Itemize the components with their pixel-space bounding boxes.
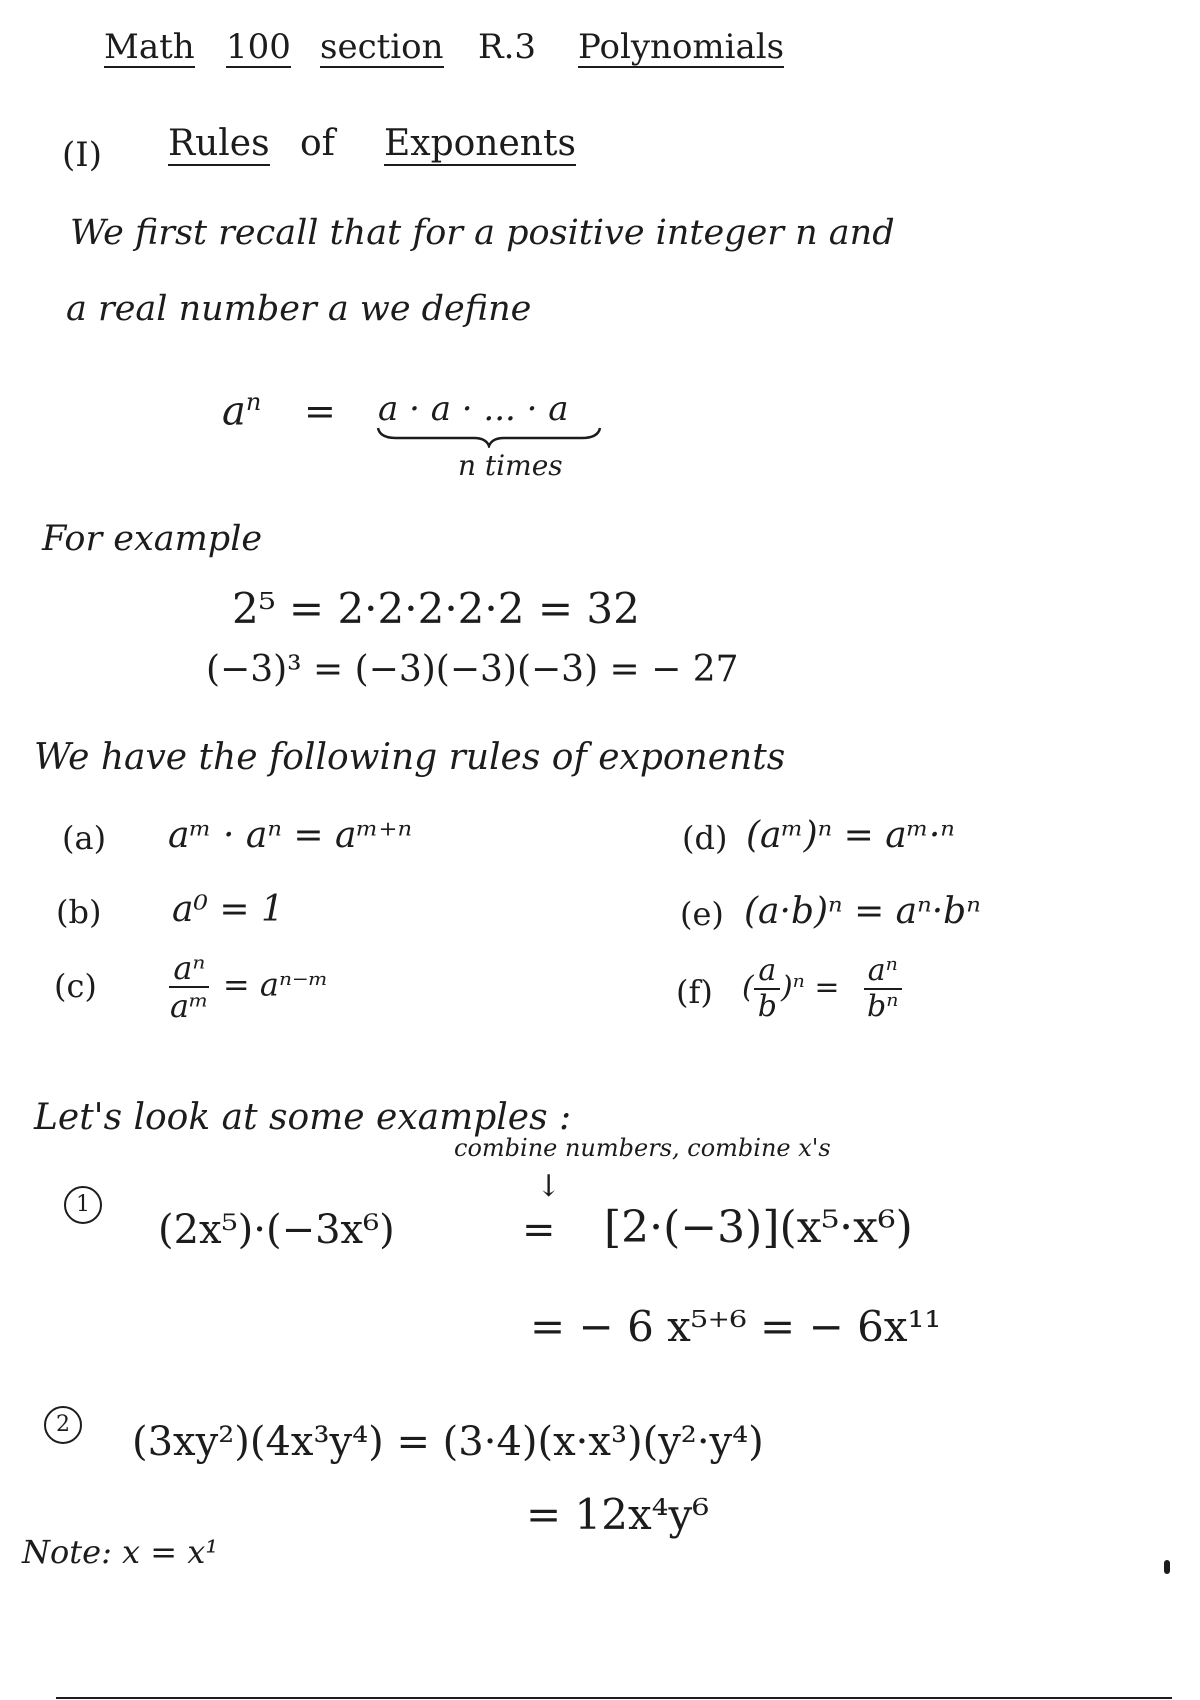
example-2-result: = 12x⁴y⁶ [526, 1490, 710, 1539]
examples-annotation: combine numbers, combine x's [454, 1134, 831, 1162]
intro-line-2: a real number a we define [66, 289, 532, 329]
note: Note: x = x¹ [22, 1533, 219, 1571]
example-2-expression: (3xy²)(4x³y⁴) = (3·4)(x·x³)(y²·y⁴) [132, 1419, 764, 1465]
rule-e-label: (e) [680, 895, 724, 933]
definition-equals: = [304, 389, 336, 433]
rule-c-label: (c) [54, 967, 97, 1005]
examples-heading: Let's look at some examples : [34, 1097, 572, 1138]
example-1-marker: 1 [64, 1186, 102, 1224]
rule-f-expression: ( $\frac{a}{b}$ )ⁿ = $\frac{\text{aⁿ}}{\text{bⁿ}}$ [742, 956, 902, 1022]
title-course: Math [104, 27, 195, 67]
title-section-number: R.3 [478, 27, 537, 67]
example-1-result: = − 6 x⁵⁺⁶ = − 6x¹¹ [530, 1302, 942, 1351]
bottom-rule [56, 1697, 1172, 1699]
rule-d-expression: (aᵐ)ⁿ = aᵐ·ⁿ [746, 815, 955, 856]
definition-product: a · a · ... · a [378, 389, 569, 429]
part-heading-rules: Rules [168, 123, 270, 164]
definition-lhs: $a^n$ [222, 388, 262, 435]
rules-heading: We have the following rules of exponents [34, 737, 786, 778]
example-1-lhs: (2x⁵)·(−3x⁶) [158, 1207, 395, 1253]
rule-d-label: (d) [682, 819, 728, 857]
title-number: 100 [226, 27, 291, 67]
example-1-equals: = [522, 1207, 556, 1253]
rule-a-expression: aᵐ · aⁿ = aᵐ⁺ⁿ [168, 815, 413, 856]
example-1-rhs: [2·(−3)](x⁵·x⁶) [604, 1202, 913, 1253]
example-heading: For example [42, 519, 263, 559]
rule-a-label: (a) [62, 819, 107, 857]
rule-e-expression: (a·b)ⁿ = aⁿ·bⁿ [744, 891, 981, 932]
definition-under-label: n times [458, 449, 563, 482]
example-2-marker: 2 [44, 1406, 82, 1444]
rule-c-expression: $\frac{\text{aⁿ}}{\text{aᵐ}}$ = aⁿ⁻ᵐ [170, 949, 329, 1025]
rule-f-label: (f) [676, 973, 713, 1011]
intro-line-1: We first recall that for a positive integer n and [70, 213, 895, 253]
part-heading-of: of [300, 123, 335, 164]
title-topic: Polynomials [578, 27, 785, 67]
title-section-word: section [320, 27, 444, 67]
stray-pen-mark [1164, 1560, 1170, 1574]
part-marker: (I) [62, 135, 102, 175]
rule-b-expression: a⁰ = 1 [172, 889, 284, 930]
rule-b-label: (b) [56, 893, 102, 931]
part-heading-exponents: Exponents [384, 123, 576, 164]
example-power-of-two: 2⁵ = 2·2·2·2·2 = 32 [232, 584, 640, 633]
underbrace [374, 424, 604, 448]
example-power-of-negative-three: (−3)³ = (−3)(−3)(−3) = − 27 [206, 649, 739, 690]
annotation-arrow: ↓ [536, 1169, 562, 1204]
